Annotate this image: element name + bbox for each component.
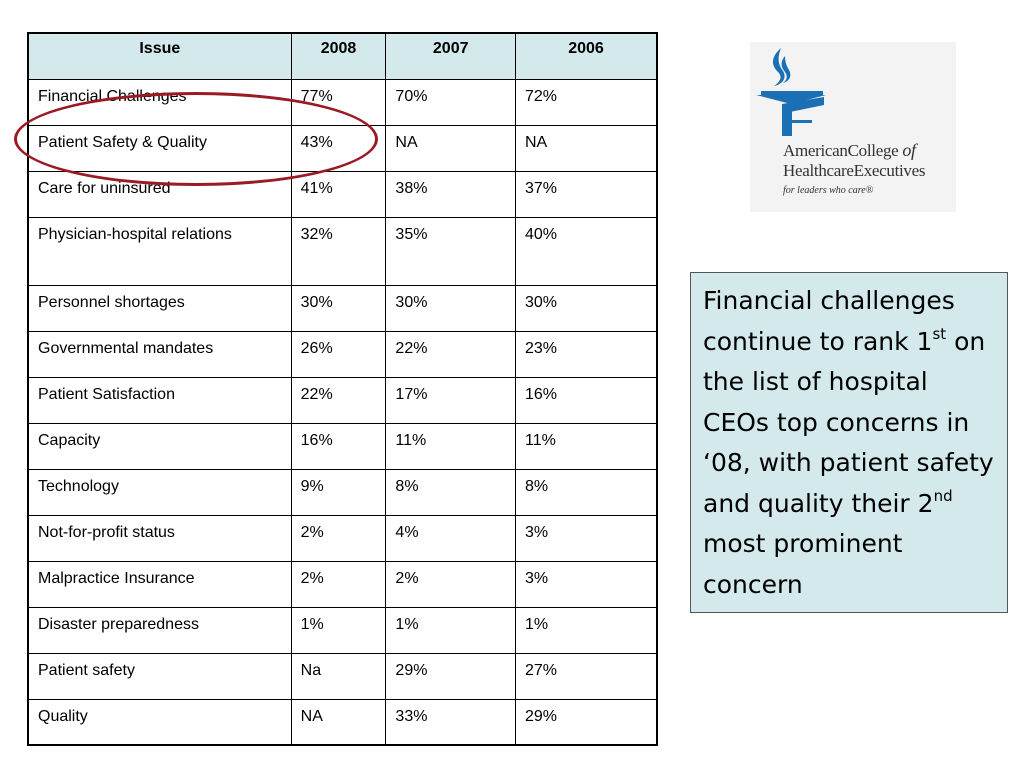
cell-issue: Physician-hospital relations	[28, 217, 291, 285]
table-row	[28, 171, 657, 217]
cell-issue: Financial Challenges	[28, 79, 291, 125]
cell-2007: 30%	[386, 285, 516, 331]
cell-2007: 2%	[386, 561, 516, 607]
table-header-row	[28, 33, 657, 79]
cell-2008: 41%	[291, 171, 386, 217]
callout-superscript-nd: nd	[933, 487, 953, 506]
cell-2008: Na	[291, 653, 386, 699]
table-row	[28, 125, 657, 171]
cell-2006: 30%	[515, 285, 657, 331]
table-row	[28, 377, 657, 423]
cell-2006: 1%	[515, 607, 657, 653]
table-row	[28, 79, 657, 125]
cell-2008: 43%	[291, 125, 386, 171]
cell-2006: 16%	[515, 377, 657, 423]
callout-text-part2: on the list of hospital CEOs top concerns in ‘08, with patient safety and quality their 2	[703, 326, 994, 518]
cell-2006: 37%	[515, 171, 657, 217]
table-row	[28, 469, 657, 515]
ache-logo	[750, 42, 956, 212]
cell-2007: NA	[386, 125, 516, 171]
cell-2008: 26%	[291, 331, 386, 377]
cell-2008: 16%	[291, 423, 386, 469]
callout-superscript-st: st	[932, 325, 947, 344]
cell-2008: 1%	[291, 607, 386, 653]
logo-name-line2: HealthcareExecutives	[783, 161, 926, 180]
flame-pedestal-icon	[750, 42, 956, 140]
cell-2007: 35%	[386, 217, 516, 285]
cell-2008: 32%	[291, 217, 386, 285]
cell-2006: 23%	[515, 331, 657, 377]
callout-text-part1: Financial challenges continue to rank 1	[703, 286, 955, 356]
table-row	[28, 331, 657, 377]
column-header-2007: 2007	[386, 33, 516, 79]
logo-name-text: AmericanCollege	[783, 141, 903, 160]
cell-2007: 1%	[386, 607, 516, 653]
cell-issue: Capacity	[28, 423, 291, 469]
table-row	[28, 217, 657, 285]
cell-issue: Governmental mandates	[28, 331, 291, 377]
cell-2007: 70%	[386, 79, 516, 125]
cell-2006: NA	[515, 125, 657, 171]
cell-2006: 11%	[515, 423, 657, 469]
column-header-2008: 2008	[291, 33, 386, 79]
table-row	[28, 423, 657, 469]
table-row	[28, 285, 657, 331]
cell-issue: Malpractice Insurance	[28, 561, 291, 607]
cell-2007: 8%	[386, 469, 516, 515]
table-row	[28, 515, 657, 561]
cell-2006: 8%	[515, 469, 657, 515]
cell-issue: Quality	[28, 699, 291, 745]
cell-issue: Care for uninsured	[28, 171, 291, 217]
cell-2006: 72%	[515, 79, 657, 125]
logo-name-of: of	[902, 140, 916, 160]
cell-2007: 38%	[386, 171, 516, 217]
cell-2008: 2%	[291, 515, 386, 561]
table-row	[28, 607, 657, 653]
cell-2008: 77%	[291, 79, 386, 125]
cell-2007: 29%	[386, 653, 516, 699]
cell-2008: 30%	[291, 285, 386, 331]
cell-2006: 29%	[515, 699, 657, 745]
cell-2008: 22%	[291, 377, 386, 423]
callout-text-box	[690, 272, 1008, 613]
cell-2007: 22%	[386, 331, 516, 377]
cell-2007: 11%	[386, 423, 516, 469]
table-row	[28, 699, 657, 745]
cell-issue: Patient Safety & Quality	[28, 125, 291, 171]
cell-2007: 33%	[386, 699, 516, 745]
cell-issue: Disaster preparedness	[28, 607, 291, 653]
cell-2006: 40%	[515, 217, 657, 285]
cell-2006: 3%	[515, 515, 657, 561]
table-row	[28, 561, 657, 607]
cell-issue: Technology	[28, 469, 291, 515]
table-row	[28, 653, 657, 699]
cell-issue: Personnel shortages	[28, 285, 291, 331]
table-body	[28, 79, 657, 745]
cell-2008: NA	[291, 699, 386, 745]
logo-name-line1	[783, 140, 916, 161]
cell-issue: Patient Satisfaction	[28, 377, 291, 423]
issues-table	[27, 32, 658, 746]
column-header-2006: 2006	[515, 33, 657, 79]
cell-2008: 2%	[291, 561, 386, 607]
callout-text-part3: most prominent concern	[703, 529, 903, 599]
logo-tagline: for leaders who care®	[783, 185, 874, 196]
cell-2006: 27%	[515, 653, 657, 699]
cell-issue: Not-for-profit status	[28, 515, 291, 561]
cell-2008: 9%	[291, 469, 386, 515]
cell-2006: 3%	[515, 561, 657, 607]
cell-2007: 17%	[386, 377, 516, 423]
cell-issue: Patient safety	[28, 653, 291, 699]
column-header-issue: Issue	[28, 33, 291, 79]
cell-2007: 4%	[386, 515, 516, 561]
